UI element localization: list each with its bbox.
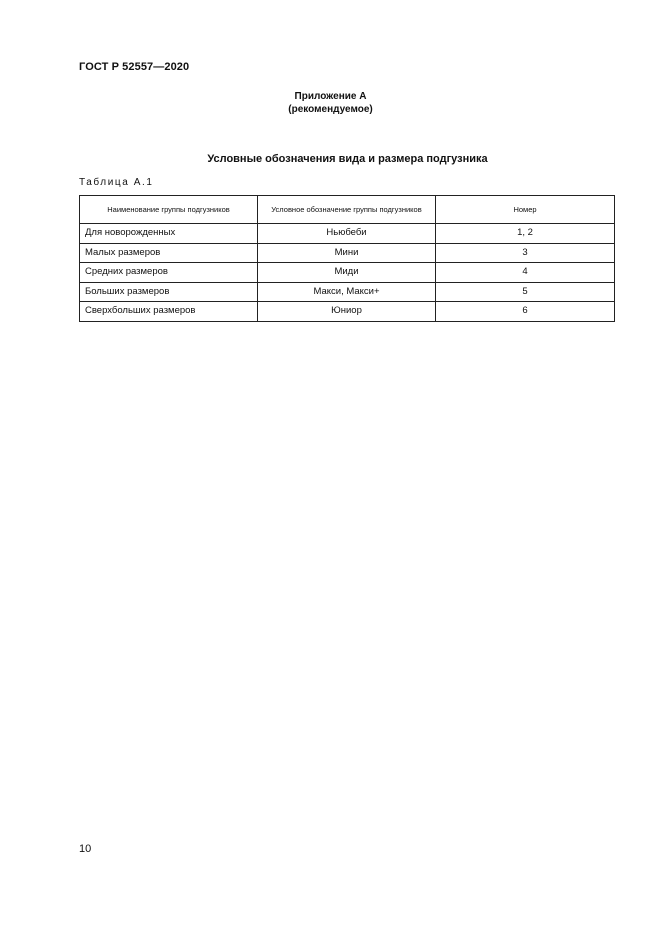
table-row (80, 224, 615, 244)
data-table (79, 195, 615, 322)
table-cell-group-name: Сверхбольших размеров (80, 302, 258, 322)
appendix-title: Приложение А (294, 91, 367, 102)
table-cell-number: 4 (436, 263, 615, 283)
table-cell-number: 6 (436, 302, 615, 322)
page-number: 10 (79, 843, 92, 855)
table-cell-designation: Миди (258, 263, 436, 283)
table-row (80, 302, 615, 322)
appendix-status: (рекомендуемое) (288, 104, 373, 115)
table-cell-group-name: Для новорожденных (80, 224, 258, 244)
section-title: Условные обозначения вида и размера подгузника (207, 153, 488, 165)
table-row (80, 263, 615, 283)
table-cell-group-name: Малых размеров (80, 243, 258, 263)
table-cell-designation: Юниор (258, 302, 436, 322)
table-cell-number: 3 (436, 243, 615, 263)
table-cell-designation: Мини (258, 243, 436, 263)
table-label: Таблица А.1 (79, 177, 154, 188)
table-header-row (80, 196, 615, 224)
table-cell-designation: Макси, Макси+ (258, 282, 436, 302)
column-header-group-name: Наименование группы подгузников (80, 196, 258, 224)
document-code: ГОСТ Р 52557—2020 (79, 61, 190, 73)
table-cell-designation: Ньюбеби (258, 224, 436, 244)
column-header-number: Номер (436, 196, 615, 224)
table-cell-number: 1, 2 (436, 224, 615, 244)
table-cell-group-name: Средних размеров (80, 263, 258, 283)
table-row (80, 243, 615, 263)
column-header-group-designation: Условное обозначение группы подгузников (258, 196, 436, 224)
table-cell-group-name: Больших размеров (80, 282, 258, 302)
table-cell-number: 5 (436, 282, 615, 302)
table-row (80, 282, 615, 302)
